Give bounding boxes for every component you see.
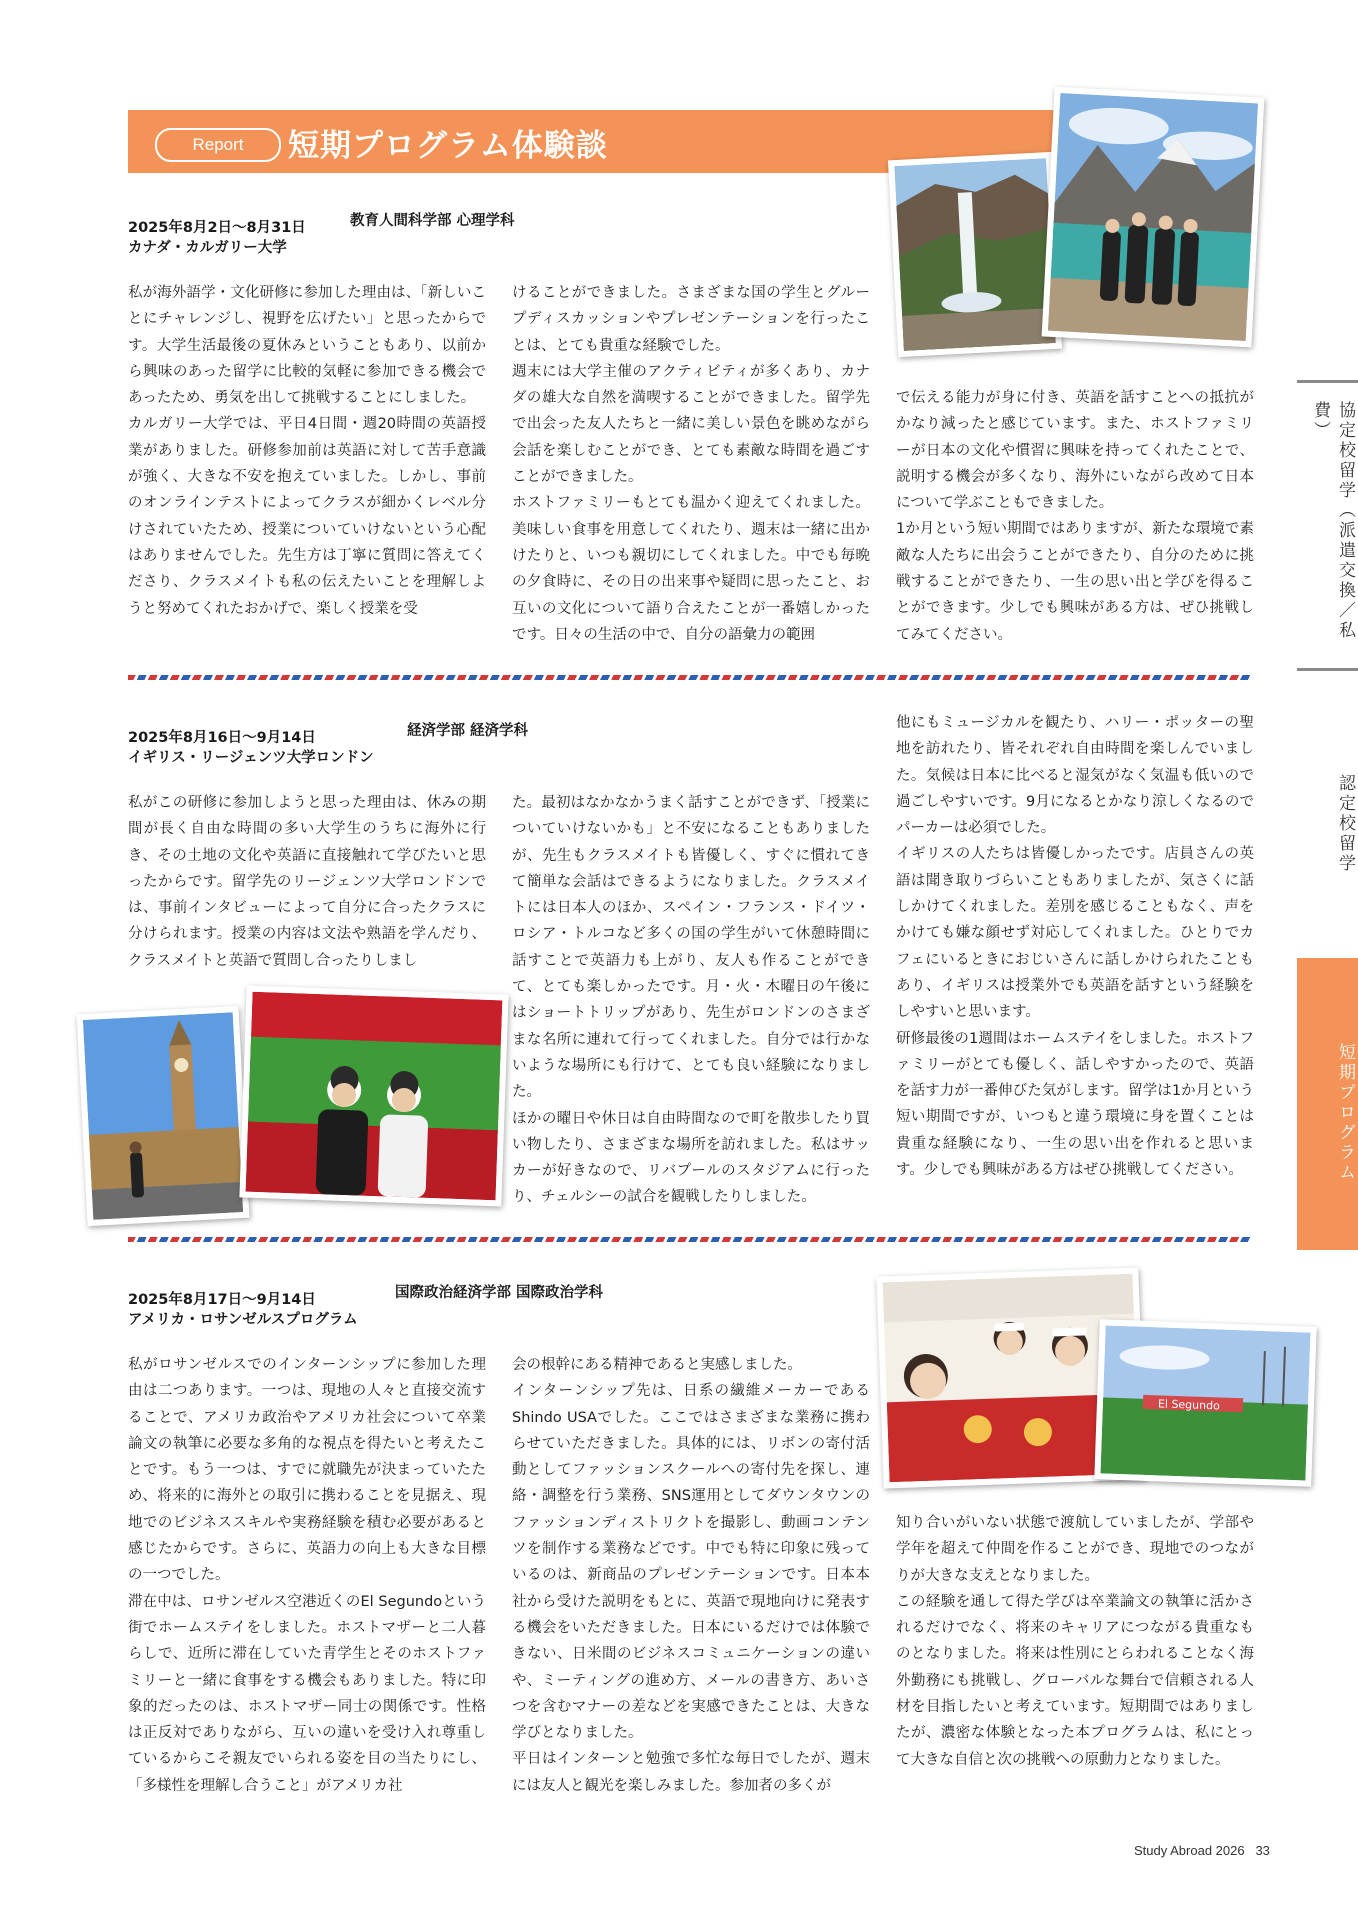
paragraph: 私がロサンゼルスでのインターンシップに参加した理由は二つあります。一つは、現地の人々と直接交流することで、アメリカ政治やアメリカ社会について卒業論文の執筆に必要な多角的な視点を得たいと考えたことです。もう一つは、すでに就職先が決まっていたため、将来的に海外との取引に携わることを見据え、現地でのビジネススキルや実務経験を積む必要があると感じたからです。さらに、英語力の向上も大きな目標の一つでした。: [128, 1357, 486, 1584]
paragraph: けることができました。さまざまな国の学生とグループディスカッションやプレゼンテーションを行ったことは、とても貴重な経験でした。: [512, 285, 870, 354]
section-1-column-1: [128, 280, 486, 622]
report-badge: Report: [155, 128, 281, 162]
paragraph: た。最初はなかなかうまく話すことができず、「授業についていけないかも」と不安になることもありましたが、先生もクラスメイトも皆優しく、すぐに慣れてきて簡単な会話はできるようになりました。クラスメイトには日本人のほか、スペイン・フランス・ドイツ・ロシア・トルコなど多くの国の学生がいて休憩時間に話すことで英語力も上がり、友人も作ることができて、とても楽しかったです。月・火・木曜日の午後にはショートトリップがあり、先生がロンドンのさまざまな名所に連れて行ってくれました。自分では行かないような場所にも行けて、とても良い経験になりました。: [512, 795, 870, 1101]
section-3-column-2: [512, 1352, 870, 1799]
paragraph: カルガリー大学では、平日4日間・週20時間の英語授業がありました。研修参加前は英語に対して苦手意識が強く、大きな不安を抱えていました。しかし、事前のオンラインテストによってクラスが細かくレベル分けされていたため、授業についていけないという心配はありませんでした。先生方は丁寧に質問に答えてくださり、クラスメイトも私の伝えたいことを理解しようと努めてくれたおかげで、楽しく授業を受: [128, 416, 486, 617]
paragraph: 知り合いがいない状態で渡航していましたが、学部や学年を超えて仲間を作ることができ、現地でのつながりが大きな支えとなりました。: [896, 1515, 1254, 1584]
section-2-program: イギリス・リージェンツ大学ロンドン: [128, 750, 374, 766]
section-2-column-3: [896, 710, 1254, 1183]
paragraph: 他にもミュージカルを観たり、ハリー・ポッターの聖地を訪れたり、皆それぞれ自由時間を楽しんでいました。気候は日本に比べると湿気がなく気温も低いので過ごしやすいです。9月になるとかなり涼しくなるのでパーカーは必須でした。: [896, 715, 1254, 837]
paragraph: 研修最後の1週間はホームステイをしました。ホストファミリーがとても優しく、話しやすかったので、英語を話す力が一番伸びた気がします。留学は1か月という短い期間ですが、いつもと違う環境に身を置くことは貴重な経験になり、一生の思い出を作れると思います。少しでも興味がある方はぜひ挑戦してください。: [896, 1030, 1254, 1179]
paragraph: 平日はインターンと勉強で多忙な毎日でしたが、週末には友人と観光を楽しみました。参加者の多くが: [512, 1751, 870, 1794]
publication-name: Study Abroad 2026: [1134, 1843, 1245, 1858]
paragraph: インターンシップ先は、日系の繊維メーカーであるShindo USAでした。ここではさまざまな業務に携わらせていただきました。具体的には、リボンの寄付活動としてファッションスクールへの寄付先を探し、連絡・調整を行う業務、SNS運用としてダウンタウンのファッションディストリクトを撮影し、動画コンテンツを制作する業務などです。中でも特に印象に残っているのは、新商品のプレゼンテーションです。日本本社から受けた説明をもとに、英語で現地向けに発表する機会をいただきました。日本にいるだけでは体験できない、日米間のビジネスコミュニケーションの違いや、ミーティングの進め方、メールの書き方、あいさつを含むマナーの差などを実感できたことは、大きな学びとなりました。: [512, 1383, 870, 1742]
section-1-column-2: [512, 280, 870, 648]
airmail-divider: [128, 675, 1250, 680]
photo-big-ben: [77, 1006, 250, 1226]
paragraph: ホストファミリーもとても温かく迎えてくれました。美味しい食事を用意してくれたり、週末は一緒に出かけたりと、いつも親切にしてくれました。中でも毎晩の夕食時に、その日の出来事や疑問に思ったこと、お互いの文化について語り合えたことが一番嬉しかったです。日々の生活の中で、自分の語彙力の範囲: [512, 495, 870, 643]
side-tab-exchange[interactable]: 協定校留学（派遣交換／私費）: [1310, 401, 1355, 641]
paragraph: 週末には大学主催のアクティビティが多くあり、カナダの雄大な自然を満喫することができました。留学先で出会った友人たちと一緒に美しい景色を眺めながら会話を楽しむことができ、とても素敵な時間を過ごすことができました。: [512, 363, 870, 486]
section-1-dates: 2025年8月2日〜8月31日: [128, 220, 306, 236]
section-2-column-1: [128, 790, 486, 974]
section-1-department: 教育人間科学部 心理学科: [350, 213, 515, 229]
photo-waterfall: [888, 152, 1062, 357]
section-3-department: 国際政治経済学部 国際政治学科: [395, 1285, 604, 1301]
photo-stadium: [239, 985, 508, 1206]
side-tab-short-program[interactable]: 短期プログラム: [1297, 958, 1358, 1250]
section-1-column-3: [896, 385, 1254, 648]
section-3-column-1: [128, 1352, 486, 1799]
paragraph: イギリスの人たちは皆優しかったです。店員さんの英語は聞き取りづらいこともありましたが、気さくに話しかけてくれました。差別を感じることもなく、声をかけても嫌な顔せず対応してくれました。ひとりでカフェにいるときにおじいさんに話しかけられたこともあり、イギリスは授業外でも英語を話すという経験をしやすいと思います。: [896, 846, 1254, 1021]
section-3-column-3: [896, 1510, 1254, 1773]
paragraph: 私が海外語学・文化研修に参加した理由は、「新しいことにチャレンジし、視野を広げたい」と思ったからです。大学生活最後の夏休みということもあり、以前から興味のあった留学に比較的気軽に参加できる機会であったため、勇気を出して挑戦することにしました。: [128, 285, 486, 407]
section-2-column-2: [512, 790, 870, 1211]
photo-el-segundo: [1094, 1319, 1316, 1486]
paragraph: この経験を通して得た学びは卒業論文の執筆に活かされるだけでなく、将来のキャリアにつながる貴重なものとなりました。将来は性別にとらわれることなく海外勤務にも挑戦し、グローバルな舞台で信頼される人材を目指したいと考えています。短期間ではありましたが、濃密な体験となった本プログラムは、私にとって大きな自信と次の挑戦への原動力となりました。: [896, 1593, 1254, 1768]
paragraph: 会の根幹にある精神であると実感しました。: [512, 1357, 802, 1373]
airmail-divider: [128, 1237, 1250, 1242]
page-number: 33: [1255, 1843, 1270, 1858]
paragraph: 私がこの研修に参加しようと思った理由は、休みの期間が長く自由な時間の多い大学生のうちに海外に行き、その土地の文化や英語に直接触れて学びたいと思ったからです。留学先のリージェンツ大学ロンドンでは、事前インタビューによって自分に合ったクラスに分けられます。授業の内容は文法や熟語を学んだり、クラスメイトと英語で質問し合ったりしまし: [128, 795, 486, 969]
svg-text:El Segundo: El Segundo: [1157, 1397, 1221, 1413]
page-footer: [1134, 1843, 1270, 1858]
paragraph: 滞在中は、ロサンゼルス空港近くのEl Segundoという街でホームステイをしました。ホストマザーと二人暮らしで、近所に滞在していた青学生とそのホストファミリーと一緒に食事をする機会もありました。特に印象的だったのは、ホストマザー同士の関係です。性格は正反対でありながら、互いの違いを受け入れ尊重しているからこそ親友でいられる姿を目の当たりにし、「多様性を理解し合うこと」がアメリカ社: [128, 1593, 486, 1794]
paragraph: ほかの曜日や休日は自由時間なので町を散歩したり買い物したり、さまざまな場所を訪れました。私はサッカーが好きなので、リバプールのスタジアムに行ったり、チェルシーの試合を観戦したりしました。: [512, 1110, 870, 1206]
section-3-dates: 2025年8月17日〜9月14日: [128, 1292, 316, 1308]
section-3-program: アメリカ・ロサンゼルスプログラム: [128, 1312, 358, 1328]
paragraph: 1か月という短い期間ではありますが、新たな環境で素敵な人たちに出会うことができたり、自分のために挑戦することができたり、一生の思い出と学びを得ることができます。少しでも興味がある方は、ぜひ挑戦してみてください。: [896, 521, 1254, 643]
section-1-program: カナダ・カルガリー大学: [128, 240, 287, 256]
page-title: 短期プログラム体験談: [288, 128, 608, 164]
side-tab-accredited[interactable]: 認定校留学: [1335, 773, 1355, 874]
section-2-dates: 2025年8月16日〜9月14日: [128, 730, 316, 746]
photo-lake-group: [1042, 87, 1265, 348]
paragraph: で伝える能力が身に付き、英語を話すことへの抵抗がかなり減ったと感じています。また、ホストファミリーが日本の文化や慣習に興味を持ってくれたことで、説明する機会が多くなり、海外にいながら改めて日本について学ぶこともできました。: [896, 390, 1254, 512]
section-2-department: 経済学部 経済学科: [407, 723, 529, 739]
